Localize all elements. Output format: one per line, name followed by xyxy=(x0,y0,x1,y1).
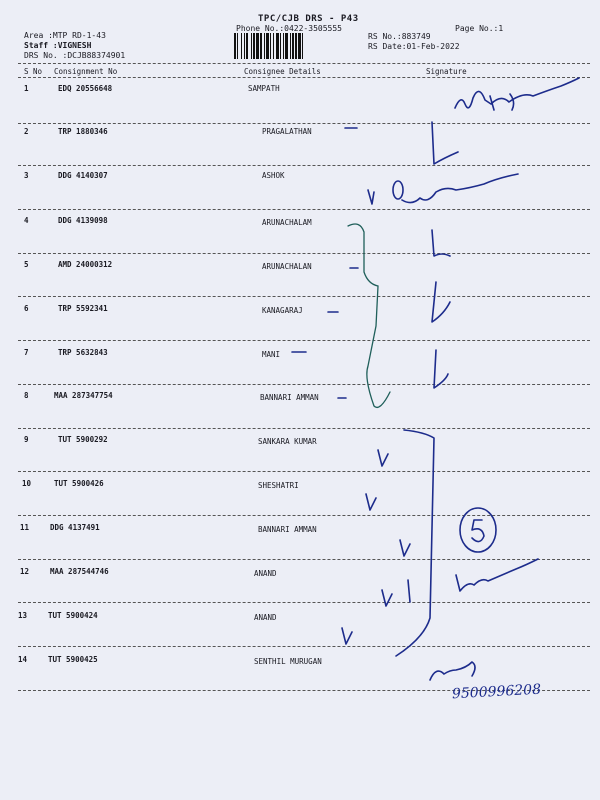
row-consignment: TUT 5900425 xyxy=(48,655,98,664)
row-consignment: EDQ 20556648 xyxy=(58,84,113,93)
row-consignment: TUT 5900424 xyxy=(48,611,98,620)
phone-number: Phone No.:0422-3505555 xyxy=(236,24,342,33)
row-consignee: BANNARI AMMAN xyxy=(260,393,319,402)
row-sno: 1 xyxy=(24,84,29,93)
row-consignee: ANAND xyxy=(254,569,277,578)
row-consignee: SHESHATRI xyxy=(258,481,299,490)
row-sno: 12 xyxy=(20,567,30,576)
rs-date: RS Date:01-Feb-2022 xyxy=(368,42,460,51)
row-sno: 11 xyxy=(20,523,30,532)
row-consignment: TUT 5900292 xyxy=(58,435,108,444)
staff-label: Staff :VIGNESH xyxy=(24,41,92,50)
row-consignee: SENTHIL MURUGAN xyxy=(254,657,322,666)
row-consignee: ANAND xyxy=(254,613,277,622)
row-consignee: BANNARI AMMAN xyxy=(258,525,317,534)
row-consignment: MAA 287544746 xyxy=(50,567,109,576)
sheet-title: TPC/CJB DRS - P43 xyxy=(258,14,359,24)
handwritten-phone-number: 9500996208 xyxy=(451,681,542,703)
row-consignment: TRP 5632843 xyxy=(58,348,108,357)
row-consignee: ASHOK xyxy=(262,171,285,180)
row-consignment: DDG 4139098 xyxy=(58,216,108,225)
row-consignee: KANAGARAJ xyxy=(262,306,303,315)
page-number: Page No.:1 xyxy=(455,24,504,33)
row-sno: 9 xyxy=(24,435,29,444)
row-sno: 13 xyxy=(18,611,28,620)
col-consignee: Consignee Details xyxy=(244,67,321,76)
row-sno: 6 xyxy=(24,304,29,313)
row-consignment: TRP 1880346 xyxy=(58,127,108,136)
row-consignment: DDG 4137491 xyxy=(50,523,100,532)
row-consignee: MANI xyxy=(262,350,281,359)
row-consignee: ARUNACHALAM xyxy=(262,218,312,227)
row-consignment: MAA 287347754 xyxy=(54,391,113,400)
row-consignee: SAMPATH xyxy=(248,84,280,93)
row-consignment: DDG 4140307 xyxy=(58,171,108,180)
row-sno: 7 xyxy=(24,348,29,357)
row-consignment: TRP 5592341 xyxy=(58,304,108,313)
row-sno: 14 xyxy=(18,655,28,664)
area-label: Area :MTP RD-1-43 xyxy=(24,31,106,40)
row-sno: 8 xyxy=(24,391,29,400)
row-consignee: SANKARA KUMAR xyxy=(258,437,317,446)
col-sno: S No xyxy=(24,67,43,76)
row-sno: 2 xyxy=(24,127,29,136)
col-signature: Signature xyxy=(426,67,467,76)
row-sno: 10 xyxy=(22,479,32,488)
row-consignee: ARUNACHALAN xyxy=(262,262,312,271)
drs-number: DRS No. :DCJB88374901 xyxy=(24,51,126,60)
rs-number: RS No.:883749 xyxy=(368,32,431,41)
row-sno: 5 xyxy=(24,260,29,269)
col-consignment: Consignment No xyxy=(54,67,118,76)
row-sno: 3 xyxy=(24,171,29,180)
row-consignee: PRAGALATHAN xyxy=(262,127,312,136)
row-sno: 4 xyxy=(24,216,29,225)
row-consignment: TUT 5900426 xyxy=(54,479,104,488)
row-consignment: AMD 24000312 xyxy=(58,260,113,269)
